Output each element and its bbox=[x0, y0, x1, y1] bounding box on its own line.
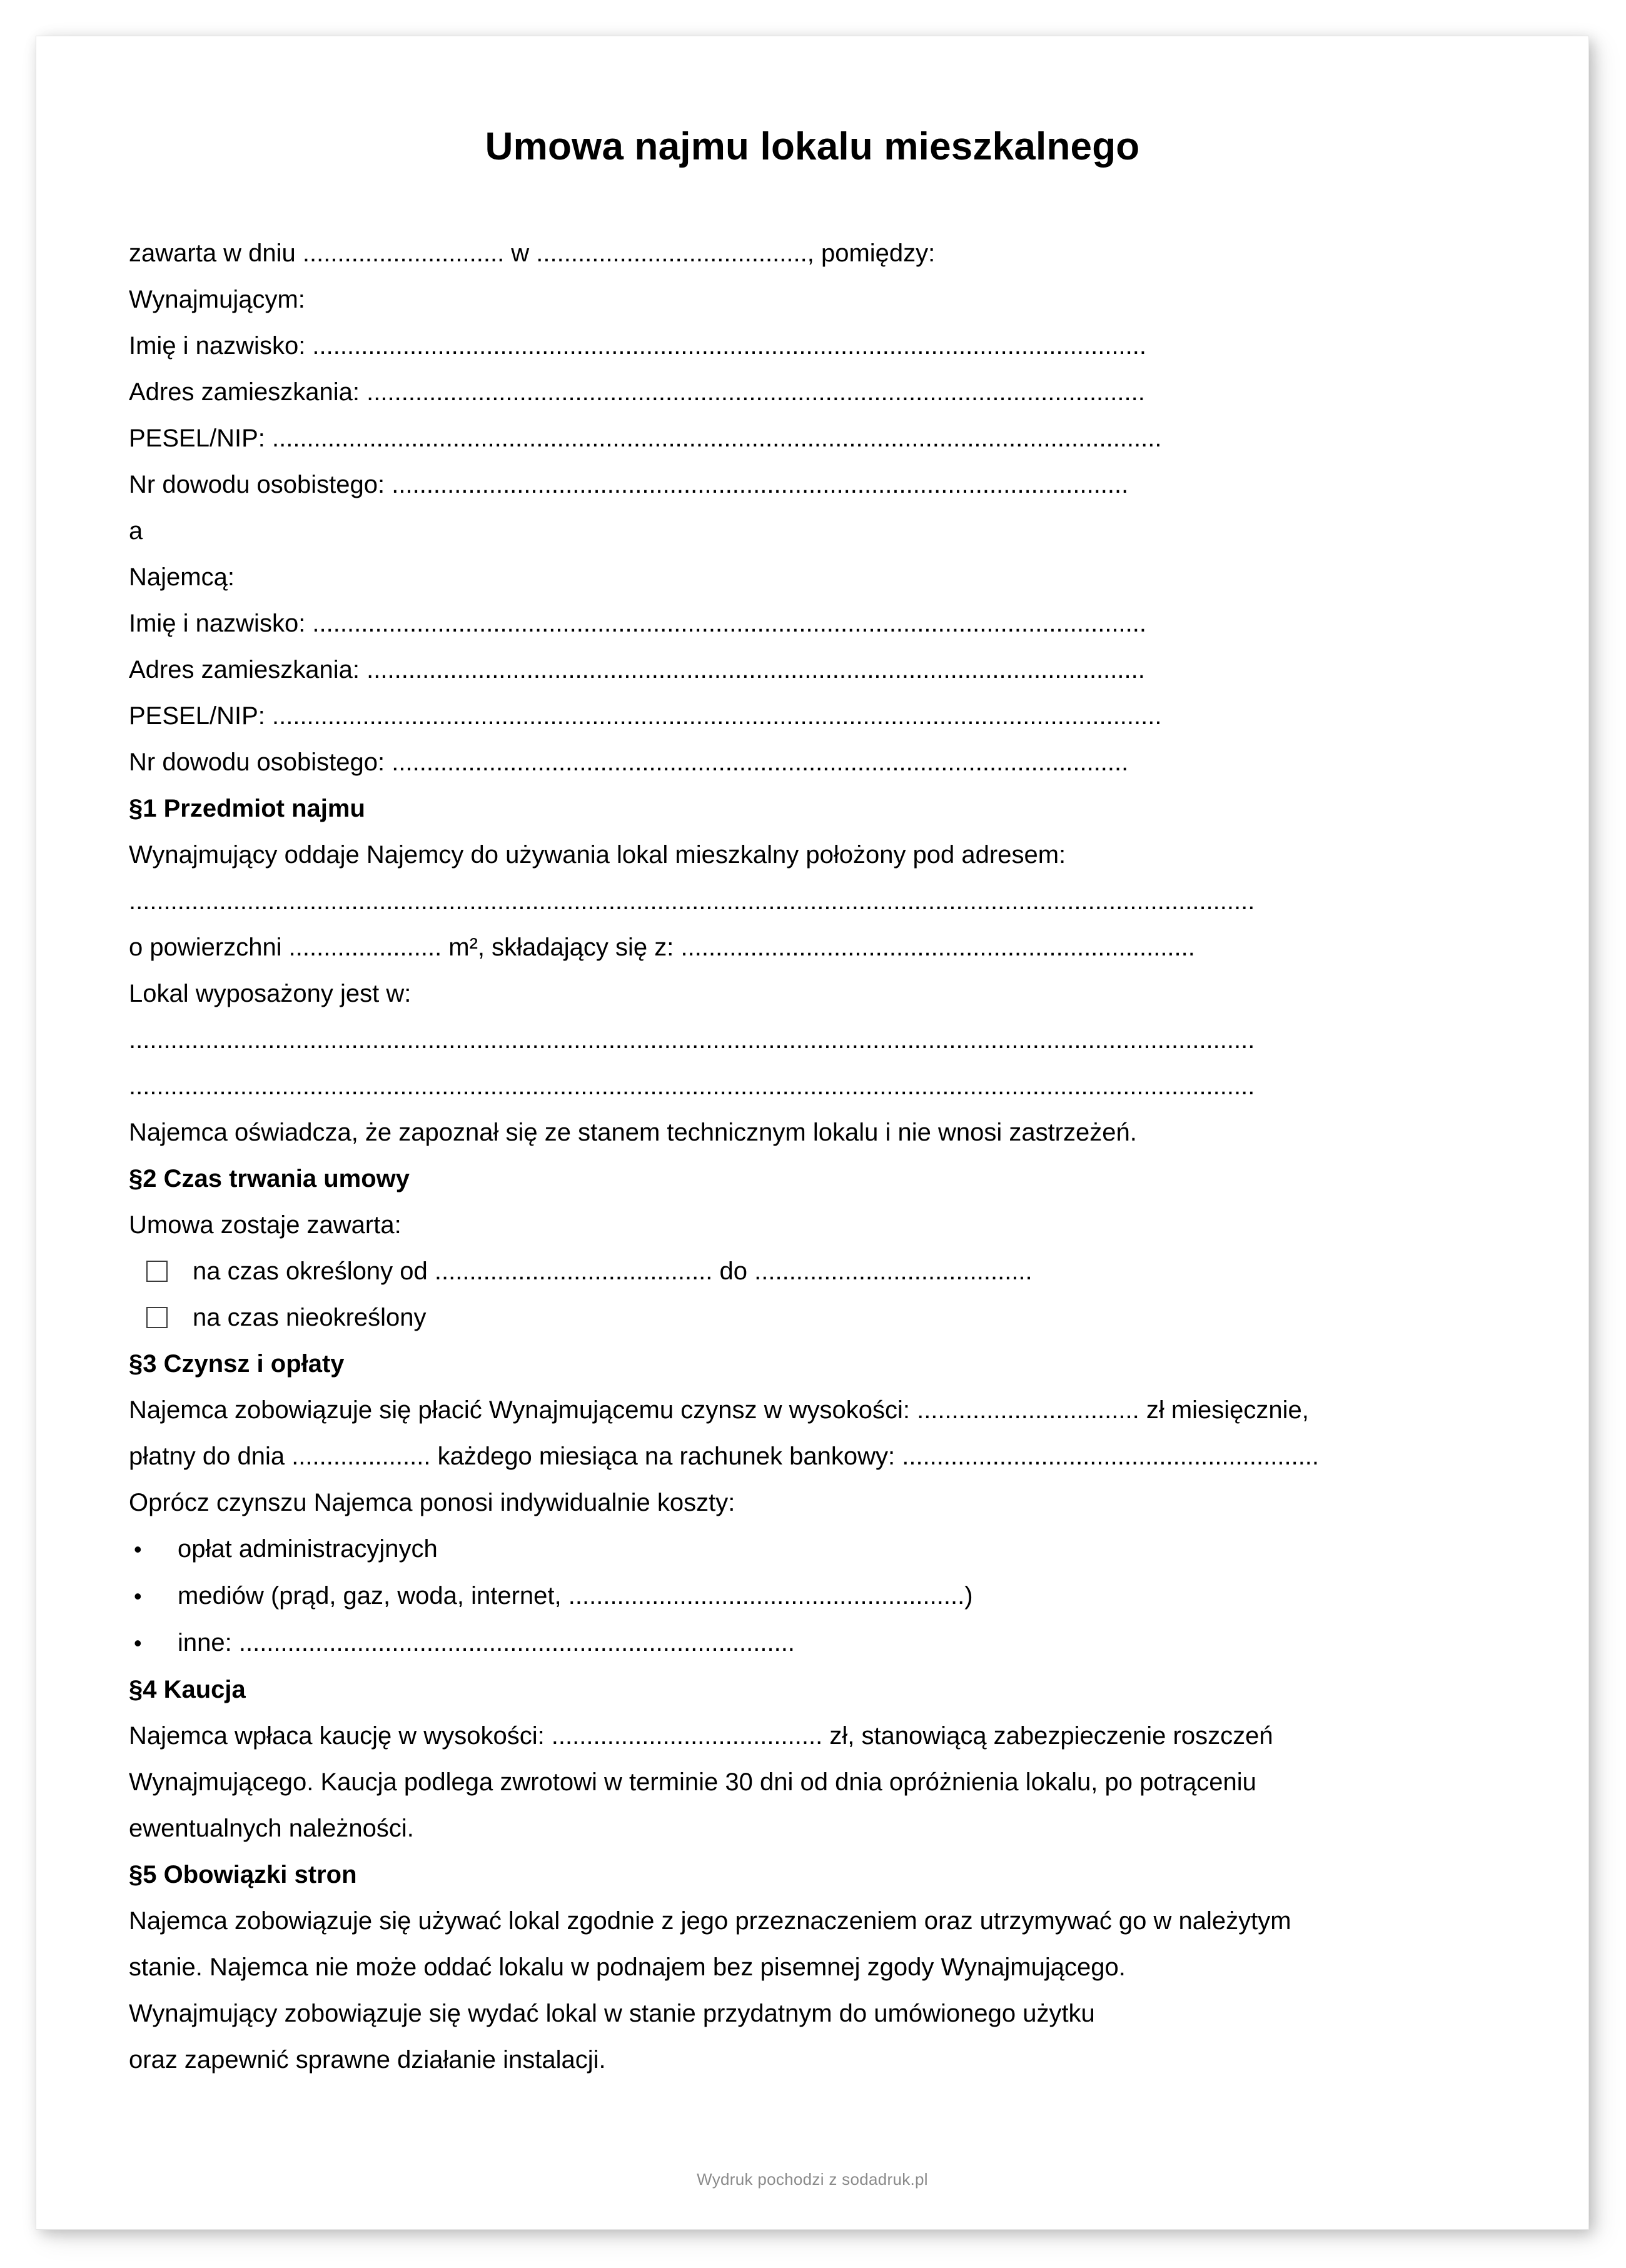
section1-address-rule[interactable]: .................................................................................................................................................................. bbox=[129, 887, 1255, 915]
checkbox-label-fixed-term: na czas określony od ........................................ do ........................................ bbox=[193, 1257, 1033, 1286]
checkbox-row-indefinite-term[interactable] bbox=[129, 1294, 1496, 1341]
checkbox-label-indefinite-term: na czas nieokreślony bbox=[193, 1304, 427, 1332]
list-item bbox=[129, 1573, 1496, 1620]
title-spacer bbox=[129, 170, 1496, 230]
conclusion-line: zawarta w dniu ............................. w ......................................., pomiędzy: bbox=[129, 239, 936, 268]
section3-payment-date-line[interactable]: płatny do dnia .................... każdego miesiąca na rachunek bankowy: ............................................................ bbox=[129, 1443, 1320, 1471]
section4-line-3: ewentualnych należności. bbox=[129, 1815, 414, 1843]
checkbox-icon[interactable] bbox=[146, 1261, 168, 1282]
tenant-field-id-number[interactable]: Nr dowodu osobistego: .......................................................................................................... bbox=[129, 748, 1129, 777]
section2-intro: Umowa zostaje zawarta: bbox=[129, 1211, 401, 1239]
bullet-icon: • bbox=[134, 1630, 142, 1656]
landlord-field-pesel-nip[interactable]: PESEL/NIP: ................................................................................................................................ bbox=[129, 425, 1162, 453]
section3-rent-amount-line[interactable]: Najemca zobowiązuje się płacić Wynajmującemu czynsz w wysokości: ................................ zł miesięcznie, bbox=[129, 1396, 1309, 1424]
document-page bbox=[36, 36, 1588, 2229]
bullet-text-admin-fees: opłat administracyjnych bbox=[178, 1535, 438, 1563]
section4-line-2: Wynajmującego. Kaucja podlega zwrotowi w terminie 30 dni od dnia opróżnienia lokalu, po potrąceniu bbox=[129, 1768, 1256, 1797]
section5-line-4: oraz zapewnić sprawne działanie instalacji. bbox=[129, 2046, 606, 2074]
tenant-label: Najemcą: bbox=[129, 563, 235, 592]
bullet-text-utilities[interactable]: mediów (prąd, gaz, woda, internet, .........................................................) bbox=[178, 1582, 973, 1610]
checkbox-icon[interactable] bbox=[146, 1307, 168, 1328]
section-heading-3: §3 Czynsz i opłaty bbox=[129, 1350, 345, 1378]
list-item bbox=[129, 1620, 1496, 1666]
section3-costs-intro: Oprócz czynszu Najemca ponosi indywidualnie koszty: bbox=[129, 1489, 735, 1517]
section4-deposit-amount-line[interactable]: Najemca wpłaca kaucję w wysokości: ....................................... zł, stanowiącą zabezpieczenie roszczeń bbox=[129, 1722, 1273, 1750]
tenant-field-name[interactable]: Imię i nazwisko: ........................................................................................................................ bbox=[129, 610, 1147, 638]
bullet-icon: • bbox=[134, 1583, 142, 1610]
section-heading-5: §5 Obowiązki stron bbox=[129, 1861, 357, 1889]
page-title: Umowa najmu lokalu mieszkalnego bbox=[485, 125, 1140, 168]
section1-equipment-rule-1[interactable]: .................................................................................................................................................................. bbox=[129, 1026, 1255, 1054]
tenant-field-address[interactable]: Adres zamieszkania: ................................................................................................................ bbox=[129, 656, 1145, 684]
document-body bbox=[36, 36, 1588, 2229]
section-heading-4: §4 Kaucja bbox=[129, 1676, 246, 1704]
conjunction-a: a bbox=[129, 517, 143, 545]
section1-equipment-rule-2[interactable]: .................................................................................................................................................................. bbox=[129, 1072, 1255, 1101]
tenant-field-pesel-nip[interactable]: PESEL/NIP: ................................................................................................................................ bbox=[129, 702, 1162, 730]
checkbox-row-fixed-term[interactable] bbox=[129, 1248, 1496, 1294]
landlord-field-address[interactable]: Adres zamieszkania: ................................................................................................................ bbox=[129, 378, 1145, 406]
landlord-field-id-number[interactable]: Nr dowodu osobistego: .......................................................................................................... bbox=[129, 471, 1129, 499]
section5-line-1: Najemca zobowiązuje się używać lokal zgodnie z jego przeznaczeniem oraz utrzymywać go w należytym bbox=[129, 1907, 1291, 1935]
list-item bbox=[129, 1526, 1496, 1573]
section1-declaration: Najemca oświadcza, że zapoznał się ze stanem technicznym lokalu i nie wnosi zastrzeżeń. bbox=[129, 1119, 1137, 1147]
section-heading-2: §2 Czas trwania umowy bbox=[129, 1165, 410, 1193]
section1-area-line[interactable]: o powierzchni ...................... m², składający się z: .......................................................................... bbox=[129, 934, 1195, 962]
section5-line-3: Wynajmujący zobowiązuje się wydać lokal w stanie przydatnym do umówionego użytku bbox=[129, 2000, 1095, 2028]
section1-equipment-label: Lokal wyposażony jest w: bbox=[129, 980, 412, 1008]
bullet-icon: • bbox=[134, 1536, 142, 1563]
landlord-label: Wynajmującym: bbox=[129, 286, 305, 314]
page-footer: Wydruk pochodzi z sodadruk.pl bbox=[697, 2170, 928, 2189]
bullet-text-other[interactable]: inne: ................................................................................ bbox=[178, 1629, 795, 1657]
section5-line-2: stanie. Najemca nie może oddać lokalu w podnajem bez pisemnej zgody Wynajmującego. bbox=[129, 1953, 1126, 1982]
landlord-field-name[interactable]: Imię i nazwisko: ........................................................................................................................ bbox=[129, 332, 1147, 360]
section-heading-1: §1 Przedmiot najmu bbox=[129, 795, 365, 823]
section1-line-1: Wynajmujący oddaje Najemcy do używania lokal mieszkalny położony pod adresem: bbox=[129, 841, 1066, 869]
